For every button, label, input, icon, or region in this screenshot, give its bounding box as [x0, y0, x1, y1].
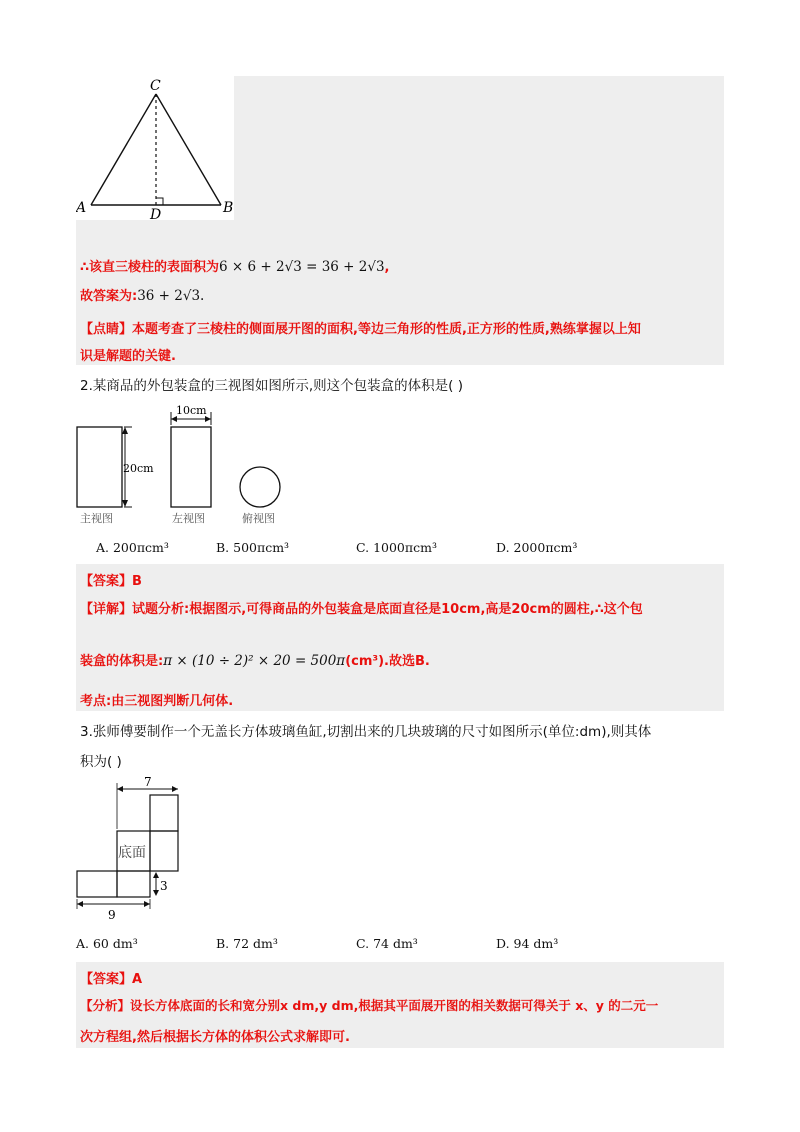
height-dim-label: 20cm	[123, 462, 154, 475]
q3-question-line-2: 积为( )	[80, 754, 122, 770]
q2-answer: 【答案】B	[80, 574, 142, 589]
q2-option-c: C. 1000πcm³	[356, 540, 437, 555]
front-view-label: 主视图	[80, 512, 113, 525]
surface-area-formula: 6 × 6 + 2√3 = 36 + 2√3	[219, 259, 385, 275]
surface-area-lead: ∴该直三棱柱的表面积为	[80, 260, 220, 275]
volume-tail: (cm³).故选B.	[345, 654, 430, 669]
top-view-label: 俯视图	[242, 512, 275, 525]
surface-area-line: ∴该直三棱柱的表面积为6 × 6 + 2√3 = 36 + 2√3,	[80, 259, 390, 275]
q3-option-d: D. 94 dm³	[496, 936, 559, 951]
q2-detail-line-2	[80, 650, 430, 669]
q2-option-d: D. 2000πcm³	[496, 540, 578, 555]
q3-option-c: C. 74 dm³	[356, 936, 418, 951]
volume-formula: π × (10 ÷ 2)² × 20 = 500π	[163, 653, 346, 669]
glass-net-figure	[70, 775, 190, 925]
answer-line-1	[80, 285, 204, 304]
left-view-label: 左视图	[172, 512, 205, 525]
answer-lead: 故答案为:	[80, 289, 138, 304]
answer-formula: 36 + 2√3.	[137, 288, 205, 304]
dim-right-label: 3	[160, 879, 168, 893]
dianjing-line-2: 识是解题的关键.	[80, 349, 176, 364]
vertex-label-a: A	[76, 200, 87, 216]
q2-detail-line-1: 【详解】试题分析:根据图示,可得商品的外包装盒是底面直径是10cm,高是20cm的圆柱,∴这个包	[80, 602, 643, 617]
three-view-figure	[70, 400, 300, 530]
q3-question-line-1: 3.张师傅要制作一个无盖长方体玻璃鱼缸,切割出来的几块玻璃的尺寸如图所示(单位:dm),则其体	[80, 724, 652, 740]
vertex-label-c: C	[150, 78, 161, 94]
base-label: 底面	[118, 845, 146, 861]
triangle-figure	[76, 76, 236, 222]
q2-kaodian: 考点:由三视图判断几何体.	[80, 694, 234, 709]
vertex-label-d: D	[150, 207, 162, 222]
width-dim-label: 10cm	[176, 404, 207, 417]
q3-analysis-line-2: 次方程组,然后根据长方体的体积公式求解即可.	[80, 1030, 350, 1045]
q3-option-b: B. 72 dm³	[216, 936, 278, 951]
q2-question: 2.某商品的外包装盒的三视图如图所示,则这个包装盒的体积是( )	[80, 378, 463, 394]
q3-answer: 【答案】A	[80, 972, 143, 987]
dim-top-label: 7	[144, 775, 152, 789]
q2-option-b: B. 500πcm³	[216, 540, 290, 555]
q2-option-a: A. 200πcm³	[96, 540, 169, 555]
dim-bottom-label: 9	[108, 908, 116, 922]
q3-analysis-line-1: 【分析】设长方体底面的长和宽分别x dm,y dm,根据其平面展开图的相关数据可得关于 x、y 的二元一	[80, 998, 659, 1013]
q3-option-a: A. 60 dm³	[76, 936, 138, 951]
solution-block-2	[76, 564, 724, 711]
vertex-label-b: B	[223, 200, 234, 216]
dianjing-line-1: 【点睛】本题考查了三棱柱的侧面展开图的面积,等边三角形的性质,正方形的性质,熟练掌握以上知	[80, 322, 641, 337]
volume-lead: 装盒的体积是:	[80, 654, 164, 669]
